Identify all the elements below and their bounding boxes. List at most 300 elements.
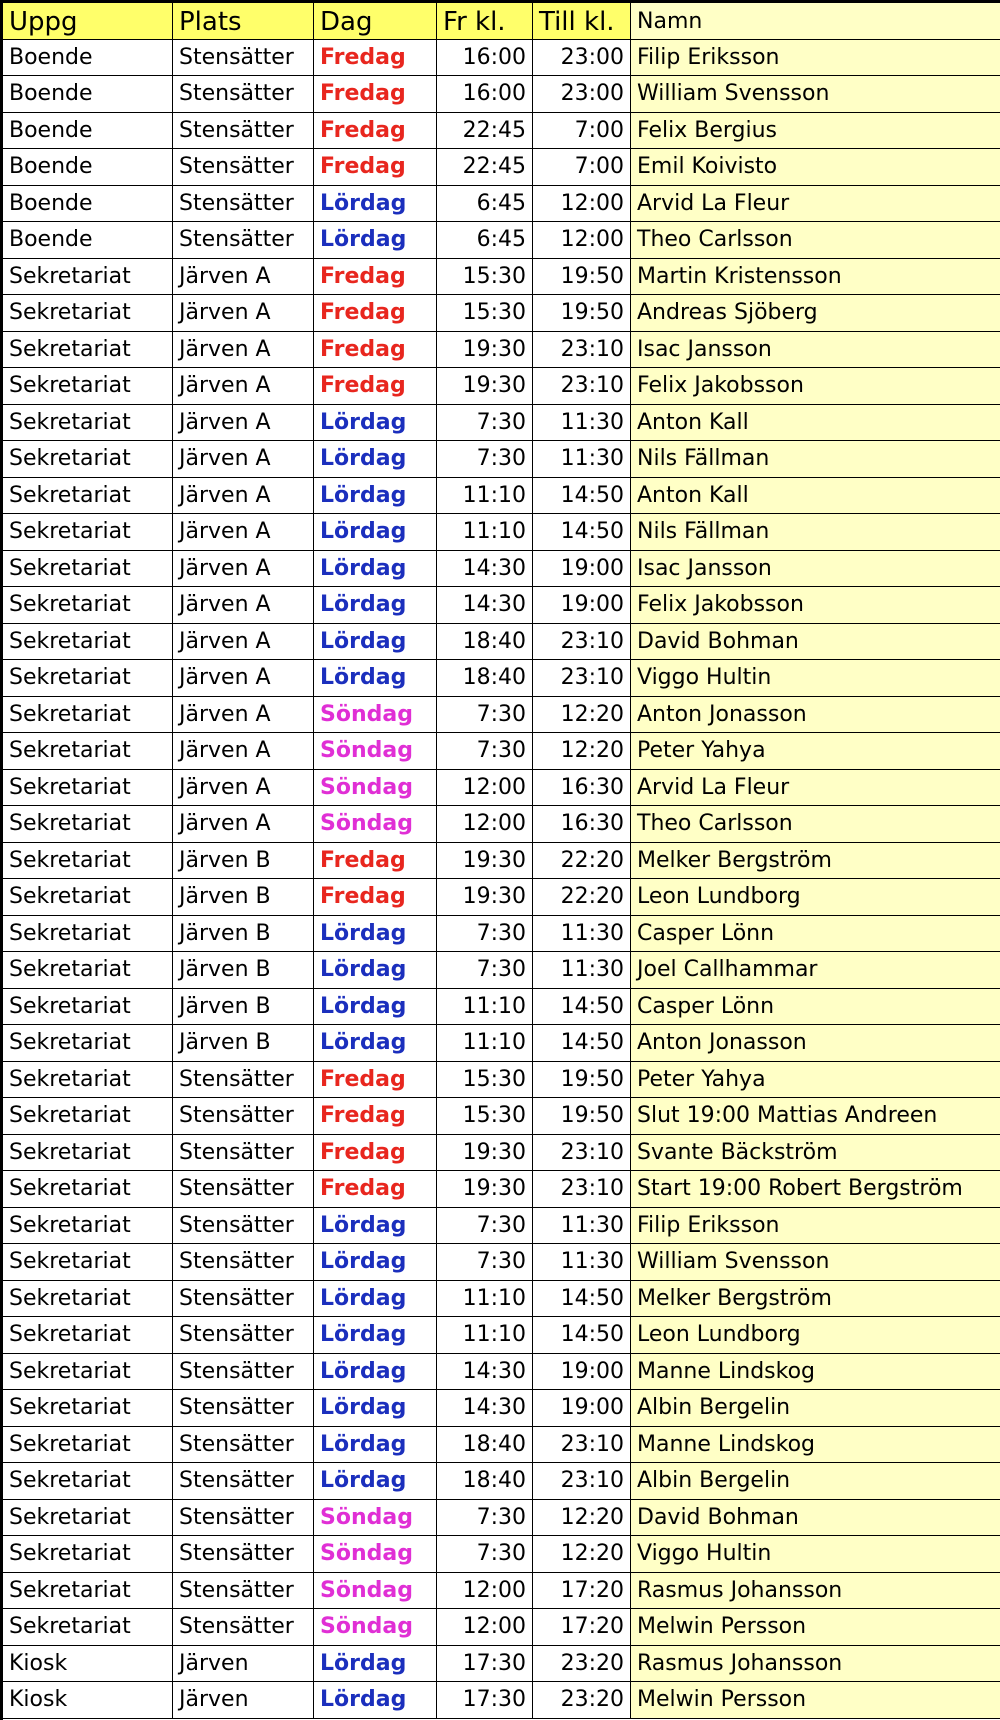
cell-uppg[interactable]: Sekretariat (3, 405, 173, 442)
cell-namn[interactable]: Anton Kall (631, 405, 1000, 442)
cell-namn[interactable]: Melker Bergström (631, 1281, 1000, 1318)
cell-plats[interactable]: Stensätter (173, 222, 314, 259)
cell-uppg[interactable]: Boende (3, 186, 173, 223)
cell-uppg[interactable]: Sekretariat (3, 259, 173, 296)
cell-fr-kl[interactable]: 19:30 (437, 843, 533, 880)
cell-namn[interactable]: Filip Eriksson (631, 40, 1000, 77)
table-row (3, 1427, 1000, 1464)
cell-namn[interactable]: Manne Lindskog (631, 1354, 1000, 1391)
cell-dag[interactable]: Lördag (314, 1390, 437, 1427)
cell-fr-kl[interactable]: 6:45 (437, 186, 533, 223)
cell-till-kl[interactable]: 12:00 (533, 222, 631, 259)
cell-fr-kl[interactable]: 14:30 (437, 551, 533, 588)
cell-fr-kl[interactable]: 11:10 (437, 1281, 533, 1318)
cell-dag[interactable]: Fredag (314, 1135, 437, 1172)
cell-dag[interactable]: Fredag (314, 843, 437, 880)
cell-namn[interactable]: Melwin Persson (631, 1609, 1000, 1646)
cell-till-kl[interactable]: 23:20 (533, 1646, 631, 1683)
cell-dag[interactable]: Lördag (314, 916, 437, 953)
cell-fr-kl[interactable]: 12:00 (437, 1573, 533, 1610)
cell-uppg[interactable]: Sekretariat (3, 1427, 173, 1464)
cell-till-kl[interactable]: 23:10 (533, 368, 631, 405)
cell-uppg[interactable]: Sekretariat (3, 441, 173, 478)
cell-namn[interactable]: William Svensson (631, 76, 1000, 113)
cell-fr-kl[interactable]: 7:30 (437, 441, 533, 478)
cell-namn[interactable]: Leon Lundborg (631, 1317, 1000, 1354)
cell-dag[interactable]: Lördag (314, 660, 437, 697)
header-fr-kl[interactable]: Fr kl. (437, 3, 533, 40)
cell-namn[interactable]: Start 19:00 Robert Bergström (631, 1171, 1000, 1208)
cell-dag[interactable]: Lördag (314, 514, 437, 551)
cell-fr-kl[interactable]: 11:10 (437, 478, 533, 515)
cell-namn[interactable]: Isac Jansson (631, 332, 1000, 369)
cell-till-kl[interactable]: 7:00 (533, 149, 631, 186)
cell-dag[interactable]: Lördag (314, 405, 437, 442)
cell-till-kl[interactable]: 12:20 (533, 1500, 631, 1537)
cell-uppg[interactable]: Sekretariat (3, 1281, 173, 1318)
cell-fr-kl[interactable]: 19:30 (437, 1171, 533, 1208)
cell-namn[interactable]: Nils Fällman (631, 441, 1000, 478)
table-row (3, 806, 1000, 843)
cell-dag[interactable]: Söndag (314, 697, 437, 734)
cell-till-kl[interactable]: 14:50 (533, 514, 631, 551)
cell-till-kl[interactable]: 22:20 (533, 879, 631, 916)
cell-uppg[interactable]: Boende (3, 113, 173, 150)
table-row (3, 222, 1000, 259)
cell-till-kl[interactable]: 23:00 (533, 76, 631, 113)
cell-namn[interactable]: Casper Lönn (631, 916, 1000, 953)
cell-namn[interactable]: Melker Bergström (631, 843, 1000, 880)
cell-namn[interactable]: Casper Lönn (631, 989, 1000, 1026)
cell-uppg[interactable]: Sekretariat (3, 1025, 173, 1062)
cell-till-kl[interactable]: 23:10 (533, 1135, 631, 1172)
cell-dag[interactable]: Lördag (314, 1354, 437, 1391)
cell-dag[interactable]: Lördag (314, 1682, 437, 1719)
cell-plats[interactable]: Järven A (173, 441, 314, 478)
cell-plats[interactable]: Järven A (173, 733, 314, 770)
table-row (3, 40, 1000, 77)
cell-plats[interactable]: Stensätter (173, 1098, 314, 1135)
cell-dag[interactable]: Söndag (314, 806, 437, 843)
cell-plats[interactable]: Järven A (173, 551, 314, 588)
cell-dag[interactable]: Lördag (314, 1281, 437, 1318)
header-plats[interactable]: Plats (173, 3, 314, 40)
cell-uppg[interactable]: Sekretariat (3, 1171, 173, 1208)
table-row (3, 405, 1000, 442)
cell-fr-kl[interactable]: 11:10 (437, 1317, 533, 1354)
cell-dag[interactable]: Lördag (314, 1646, 437, 1683)
cell-uppg[interactable]: Sekretariat (3, 1244, 173, 1281)
cell-plats[interactable]: Järven B (173, 989, 314, 1026)
cell-plats[interactable]: Stensätter (173, 40, 314, 77)
cell-namn[interactable]: Joel Callhammar (631, 952, 1000, 989)
cell-plats[interactable]: Stensätter (173, 1463, 314, 1500)
table-row (3, 989, 1000, 1026)
cell-till-kl[interactable]: 11:30 (533, 441, 631, 478)
cell-uppg[interactable]: Sekretariat (3, 806, 173, 843)
cell-plats[interactable]: Stensätter (173, 113, 314, 150)
cell-plats[interactable]: Järven A (173, 770, 314, 807)
cell-namn[interactable]: Anton Kall (631, 478, 1000, 515)
cell-dag[interactable]: Lördag (314, 1025, 437, 1062)
cell-till-kl[interactable]: 14:50 (533, 989, 631, 1026)
cell-plats[interactable]: Järven A (173, 478, 314, 515)
cell-till-kl[interactable]: 23:10 (533, 1427, 631, 1464)
cell-till-kl[interactable]: 23:10 (533, 332, 631, 369)
cell-dag[interactable]: Lördag (314, 222, 437, 259)
cell-dag[interactable]: Lördag (314, 441, 437, 478)
cell-namn[interactable]: Viggo Hultin (631, 660, 1000, 697)
table-row (3, 441, 1000, 478)
cell-till-kl[interactable]: 19:00 (533, 1354, 631, 1391)
cell-uppg[interactable]: Sekretariat (3, 733, 173, 770)
cell-dag[interactable]: Lördag (314, 952, 437, 989)
cell-till-kl[interactable]: 14:50 (533, 1025, 631, 1062)
cell-uppg[interactable]: Sekretariat (3, 879, 173, 916)
cell-uppg[interactable]: Sekretariat (3, 332, 173, 369)
cell-fr-kl[interactable]: 16:00 (437, 76, 533, 113)
cell-namn[interactable]: Filip Eriksson (631, 1208, 1000, 1245)
cell-fr-kl[interactable]: 17:30 (437, 1646, 533, 1683)
cell-till-kl[interactable]: 7:00 (533, 113, 631, 150)
cell-uppg[interactable]: Sekretariat (3, 1135, 173, 1172)
table-row (3, 916, 1000, 953)
cell-namn[interactable]: Anton Jonasson (631, 1025, 1000, 1062)
cell-fr-kl[interactable]: 19:30 (437, 332, 533, 369)
table-row (3, 1536, 1000, 1573)
cell-fr-kl[interactable]: 11:10 (437, 989, 533, 1026)
cell-till-kl[interactable]: 16:30 (533, 770, 631, 807)
cell-fr-kl[interactable]: 15:30 (437, 1098, 533, 1135)
cell-namn[interactable]: Albin Bergelin (631, 1463, 1000, 1500)
table-row (3, 1208, 1000, 1245)
cell-dag[interactable]: Lördag (314, 551, 437, 588)
cell-namn[interactable]: Anton Jonasson (631, 697, 1000, 734)
cell-dag[interactable]: Fredag (314, 295, 437, 332)
cell-plats[interactable]: Järven A (173, 697, 314, 734)
cell-fr-kl[interactable]: 18:40 (437, 1427, 533, 1464)
cell-fr-kl[interactable]: 6:45 (437, 222, 533, 259)
cell-uppg[interactable]: Kiosk (3, 1646, 173, 1683)
cell-uppg[interactable]: Sekretariat (3, 1500, 173, 1537)
cell-uppg[interactable]: Sekretariat (3, 551, 173, 588)
cell-dag[interactable]: Lördag (314, 1317, 437, 1354)
cell-plats[interactable]: Stensätter (173, 1317, 314, 1354)
cell-fr-kl[interactable]: 7:30 (437, 405, 533, 442)
cell-namn[interactable]: Isac Jansson (631, 551, 1000, 588)
cell-dag[interactable]: Fredag (314, 40, 437, 77)
cell-fr-kl[interactable]: 15:30 (437, 259, 533, 296)
cell-till-kl[interactable]: 23:10 (533, 1171, 631, 1208)
cell-uppg[interactable]: Boende (3, 76, 173, 113)
cell-fr-kl[interactable]: 7:30 (437, 1208, 533, 1245)
cell-till-kl[interactable]: 11:30 (533, 952, 631, 989)
cell-till-kl[interactable]: 19:50 (533, 259, 631, 296)
cell-dag[interactable]: Lördag (314, 186, 437, 223)
cell-uppg[interactable]: Sekretariat (3, 1390, 173, 1427)
cell-uppg[interactable]: Sekretariat (3, 697, 173, 734)
cell-till-kl[interactable]: 23:10 (533, 624, 631, 661)
cell-uppg[interactable]: Boende (3, 40, 173, 77)
cell-plats[interactable]: Stensätter (173, 76, 314, 113)
cell-plats[interactable]: Järven B (173, 843, 314, 880)
cell-fr-kl[interactable]: 15:30 (437, 295, 533, 332)
cell-namn[interactable]: Peter Yahya (631, 1062, 1000, 1099)
cell-till-kl[interactable]: 12:00 (533, 186, 631, 223)
cell-plats[interactable]: Järven B (173, 952, 314, 989)
cell-dag[interactable]: Fredag (314, 368, 437, 405)
cell-fr-kl[interactable]: 7:30 (437, 1536, 533, 1573)
cell-namn[interactable]: Felix Bergius (631, 113, 1000, 150)
cell-fr-kl[interactable]: 17:30 (437, 1682, 533, 1719)
cell-dag[interactable]: Lördag (314, 478, 437, 515)
cell-till-kl[interactable]: 19:00 (533, 1390, 631, 1427)
cell-dag[interactable]: Fredag (314, 1098, 437, 1135)
cell-fr-kl[interactable]: 12:00 (437, 1609, 533, 1646)
cell-namn[interactable]: Martin Kristensson (631, 259, 1000, 296)
cell-plats[interactable]: Järven A (173, 624, 314, 661)
cell-uppg[interactable]: Sekretariat (3, 916, 173, 953)
table-row (3, 770, 1000, 807)
cell-namn[interactable]: Rasmus Johansson (631, 1573, 1000, 1610)
cell-uppg[interactable]: Sekretariat (3, 1208, 173, 1245)
cell-namn[interactable]: Andreas Sjöberg (631, 295, 1000, 332)
cell-dag[interactable]: Fredag (314, 76, 437, 113)
cell-uppg[interactable]: Sekretariat (3, 952, 173, 989)
cell-fr-kl[interactable]: 7:30 (437, 1244, 533, 1281)
cell-fr-kl[interactable]: 14:30 (437, 1354, 533, 1391)
cell-plats[interactable]: Stensätter (173, 1244, 314, 1281)
cell-plats[interactable]: Järven A (173, 332, 314, 369)
cell-till-kl[interactable]: 19:50 (533, 1098, 631, 1135)
cell-plats[interactable]: Stensätter (173, 186, 314, 223)
cell-namn[interactable]: Arvid La Fleur (631, 770, 1000, 807)
cell-fr-kl[interactable]: 11:10 (437, 514, 533, 551)
cell-till-kl[interactable]: 23:10 (533, 1463, 631, 1500)
cell-fr-kl[interactable]: 16:00 (437, 40, 533, 77)
cell-namn[interactable]: Svante Bäckström (631, 1135, 1000, 1172)
cell-dag[interactable]: Söndag (314, 1500, 437, 1537)
cell-plats[interactable]: Stensätter (173, 1500, 314, 1537)
cell-plats[interactable]: Järven A (173, 660, 314, 697)
cell-uppg[interactable]: Boende (3, 149, 173, 186)
cell-plats[interactable]: Järven B (173, 1025, 314, 1062)
cell-till-kl[interactable]: 11:30 (533, 916, 631, 953)
cell-plats[interactable]: Järven A (173, 259, 314, 296)
cell-plats[interactable]: Stensätter (173, 1062, 314, 1099)
cell-till-kl[interactable]: 19:50 (533, 295, 631, 332)
cell-fr-kl[interactable]: 11:10 (437, 1025, 533, 1062)
header-till-kl[interactable]: Till kl. (533, 3, 631, 40)
cell-till-kl[interactable]: 14:50 (533, 478, 631, 515)
cell-plats[interactable]: Järven A (173, 295, 314, 332)
cell-fr-kl[interactable]: 7:30 (437, 916, 533, 953)
cell-dag[interactable]: Söndag (314, 1536, 437, 1573)
cell-uppg[interactable]: Sekretariat (3, 660, 173, 697)
cell-namn[interactable]: Peter Yahya (631, 733, 1000, 770)
cell-plats[interactable]: Järven B (173, 916, 314, 953)
cell-fr-kl[interactable]: 18:40 (437, 660, 533, 697)
cell-namn[interactable]: David Bohman (631, 624, 1000, 661)
cell-plats[interactable]: Stensätter (173, 1135, 314, 1172)
cell-till-kl[interactable]: 12:20 (533, 733, 631, 770)
table-row (3, 1390, 1000, 1427)
header-namn[interactable]: Namn (631, 3, 1000, 40)
cell-uppg[interactable]: Sekretariat (3, 1536, 173, 1573)
cell-plats[interactable]: Järven (173, 1646, 314, 1683)
cell-till-kl[interactable]: 19:00 (533, 587, 631, 624)
cell-uppg[interactable]: Sekretariat (3, 1354, 173, 1391)
cell-plats[interactable]: Stensätter (173, 1281, 314, 1318)
cell-uppg[interactable]: Sekretariat (3, 1062, 173, 1099)
cell-plats[interactable]: Stensätter (173, 1208, 314, 1245)
cell-till-kl[interactable]: 11:30 (533, 405, 631, 442)
cell-plats[interactable]: Stensätter (173, 1536, 314, 1573)
cell-fr-kl[interactable]: 18:40 (437, 624, 533, 661)
cell-dag[interactable]: Lördag (314, 989, 437, 1026)
cell-uppg[interactable]: Sekretariat (3, 1317, 173, 1354)
cell-till-kl[interactable]: 23:10 (533, 660, 631, 697)
cell-plats[interactable]: Stensätter (173, 1390, 314, 1427)
cell-till-kl[interactable]: 11:30 (533, 1244, 631, 1281)
cell-plats[interactable]: Stensätter (173, 1171, 314, 1208)
table-row (3, 1025, 1000, 1062)
cell-dag[interactable]: Lördag (314, 587, 437, 624)
cell-till-kl[interactable]: 16:30 (533, 806, 631, 843)
cell-namn[interactable]: Slut 19:00 Mattias Andreen (631, 1098, 1000, 1135)
cell-uppg[interactable]: Boende (3, 222, 173, 259)
cell-till-kl[interactable]: 12:20 (533, 697, 631, 734)
cell-dag[interactable]: Fredag (314, 879, 437, 916)
header-dag[interactable]: Dag (314, 3, 437, 40)
cell-dag[interactable]: Söndag (314, 770, 437, 807)
table-row (3, 843, 1000, 880)
cell-uppg[interactable]: Sekretariat (3, 1573, 173, 1610)
cell-plats[interactable]: Stensätter (173, 149, 314, 186)
cell-fr-kl[interactable]: 7:30 (437, 697, 533, 734)
cell-namn[interactable]: Albin Bergelin (631, 1390, 1000, 1427)
cell-namn[interactable]: William Svensson (631, 1244, 1000, 1281)
cell-namn[interactable]: Manne Lindskog (631, 1427, 1000, 1464)
cell-dag[interactable]: Söndag (314, 1609, 437, 1646)
cell-uppg[interactable]: Sekretariat (3, 368, 173, 405)
cell-till-kl[interactable]: 11:30 (533, 1208, 631, 1245)
cell-dag[interactable]: Söndag (314, 733, 437, 770)
cell-fr-kl[interactable]: 7:30 (437, 1500, 533, 1537)
cell-uppg[interactable]: Sekretariat (3, 514, 173, 551)
cell-namn[interactable]: Rasmus Johansson (631, 1646, 1000, 1683)
cell-plats[interactable]: Järven A (173, 368, 314, 405)
cell-plats[interactable]: Stensätter (173, 1354, 314, 1391)
cell-dag[interactable]: Söndag (314, 1573, 437, 1610)
cell-plats[interactable]: Järven A (173, 514, 314, 551)
cell-plats[interactable]: Järven (173, 1682, 314, 1719)
cell-namn[interactable]: Theo Carlsson (631, 806, 1000, 843)
cell-namn[interactable]: Viggo Hultin (631, 1536, 1000, 1573)
cell-fr-kl[interactable]: 7:30 (437, 733, 533, 770)
cell-till-kl[interactable]: 17:20 (533, 1573, 631, 1610)
cell-till-kl[interactable]: 22:20 (533, 843, 631, 880)
cell-plats[interactable]: Stensätter (173, 1573, 314, 1610)
cell-plats[interactable]: Järven A (173, 806, 314, 843)
cell-fr-kl[interactable]: 22:45 (437, 149, 533, 186)
cell-namn[interactable]: Felix Jakobsson (631, 368, 1000, 405)
cell-namn[interactable]: Felix Jakobsson (631, 587, 1000, 624)
cell-fr-kl[interactable]: 7:30 (437, 952, 533, 989)
cell-uppg[interactable]: Sekretariat (3, 843, 173, 880)
cell-dag[interactable]: Lördag (314, 1463, 437, 1500)
header-uppg[interactable]: Uppg (3, 3, 173, 40)
cell-till-kl[interactable]: 23:20 (533, 1682, 631, 1719)
cell-namn[interactable]: Arvid La Fleur (631, 186, 1000, 223)
cell-till-kl[interactable]: 14:50 (533, 1317, 631, 1354)
cell-dag[interactable]: Lördag (314, 1427, 437, 1464)
cell-plats[interactable]: Järven A (173, 405, 314, 442)
cell-dag[interactable]: Lördag (314, 1208, 437, 1245)
cell-fr-kl[interactable]: 19:30 (437, 879, 533, 916)
cell-uppg[interactable]: Sekretariat (3, 1463, 173, 1500)
header-row (3, 3, 1000, 40)
cell-till-kl[interactable]: 19:50 (533, 1062, 631, 1099)
cell-namn[interactable]: Theo Carlsson (631, 222, 1000, 259)
cell-uppg[interactable]: Sekretariat (3, 624, 173, 661)
cell-till-kl[interactable]: 12:20 (533, 1536, 631, 1573)
cell-fr-kl[interactable]: 14:30 (437, 1390, 533, 1427)
cell-fr-kl[interactable]: 12:00 (437, 806, 533, 843)
cell-till-kl[interactable]: 19:00 (533, 551, 631, 588)
cell-plats[interactable]: Järven A (173, 587, 314, 624)
cell-plats[interactable]: Stensätter (173, 1609, 314, 1646)
cell-uppg[interactable]: Sekretariat (3, 989, 173, 1026)
cell-uppg[interactable]: Kiosk (3, 1682, 173, 1719)
cell-dag[interactable]: Fredag (314, 332, 437, 369)
cell-uppg[interactable]: Sekretariat (3, 587, 173, 624)
cell-fr-kl[interactable]: 14:30 (437, 587, 533, 624)
cell-fr-kl[interactable]: 19:30 (437, 368, 533, 405)
cell-plats[interactable]: Stensätter (173, 1427, 314, 1464)
cell-plats[interactable]: Järven B (173, 879, 314, 916)
cell-uppg[interactable]: Sekretariat (3, 1609, 173, 1646)
table-row (3, 660, 1000, 697)
cell-fr-kl[interactable]: 22:45 (437, 113, 533, 150)
cell-till-kl[interactable]: 23:00 (533, 40, 631, 77)
cell-dag[interactable]: Lördag (314, 624, 437, 661)
cell-namn[interactable]: David Bohman (631, 1500, 1000, 1537)
cell-namn[interactable]: Leon Lundborg (631, 879, 1000, 916)
cell-namn[interactable]: Melwin Persson (631, 1682, 1000, 1719)
cell-uppg[interactable]: Sekretariat (3, 295, 173, 332)
cell-till-kl[interactable]: 14:50 (533, 1281, 631, 1318)
cell-till-kl[interactable]: 17:20 (533, 1609, 631, 1646)
cell-dag[interactable]: Fredag (314, 1062, 437, 1099)
cell-namn[interactable]: Emil Koivisto (631, 149, 1000, 186)
cell-dag[interactable]: Fredag (314, 113, 437, 150)
cell-dag[interactable]: Lördag (314, 1244, 437, 1281)
cell-namn[interactable]: Nils Fällman (631, 514, 1000, 551)
cell-uppg[interactable]: Sekretariat (3, 770, 173, 807)
cell-fr-kl[interactable]: 12:00 (437, 770, 533, 807)
cell-dag[interactable]: Fredag (314, 259, 437, 296)
cell-fr-kl[interactable]: 18:40 (437, 1463, 533, 1500)
cell-dag[interactable]: Fredag (314, 1171, 437, 1208)
cell-uppg[interactable]: Sekretariat (3, 478, 173, 515)
cell-uppg[interactable]: Sekretariat (3, 1098, 173, 1135)
table-body (3, 40, 1000, 1719)
cell-fr-kl[interactable]: 15:30 (437, 1062, 533, 1099)
cell-dag[interactable]: Fredag (314, 149, 437, 186)
table-row (3, 1463, 1000, 1500)
cell-fr-kl[interactable]: 19:30 (437, 1135, 533, 1172)
